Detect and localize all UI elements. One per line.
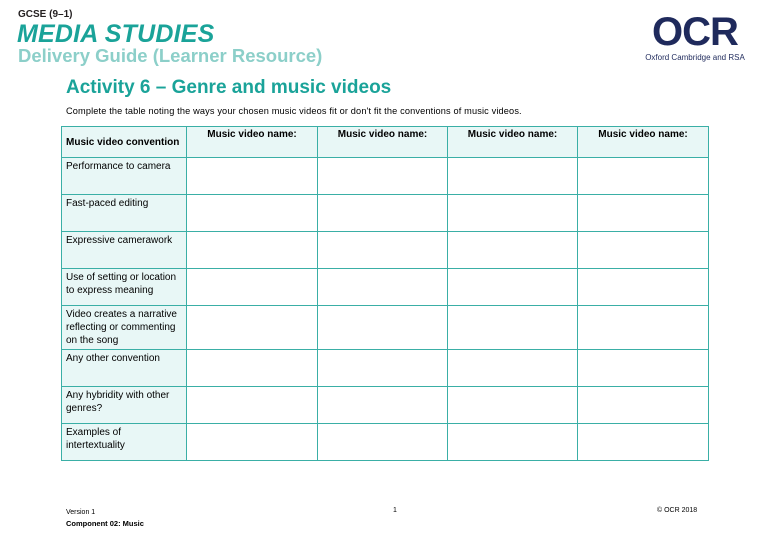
answer-cell[interactable] [318, 269, 448, 306]
activity-instructions: Complete the table noting the ways your chosen music videos fit or don't fit the conventions of music videos. [66, 106, 522, 116]
answer-cell[interactable] [578, 424, 709, 461]
answer-cell[interactable] [448, 424, 578, 461]
answer-cell[interactable] [318, 232, 448, 269]
table-row [62, 232, 709, 269]
answer-cell[interactable] [318, 158, 448, 195]
answer-cell[interactable] [578, 195, 709, 232]
answer-cell[interactable] [318, 195, 448, 232]
footer-left [66, 507, 144, 530]
header-convention: Music video convention [62, 127, 187, 158]
activity-title: Activity 6 – Genre and music videos [66, 77, 392, 98]
answer-cell[interactable] [318, 387, 448, 424]
answer-cell[interactable] [318, 350, 448, 387]
table-row [62, 424, 709, 461]
table-row [62, 158, 709, 195]
qualification-label: GCSE (9–1) [18, 9, 73, 20]
answer-cell[interactable] [448, 350, 578, 387]
table-row [62, 350, 709, 387]
answer-cell[interactable] [187, 195, 318, 232]
table-row [62, 269, 709, 306]
header-video-name-4: Music video name: [578, 127, 709, 158]
row-label: Examples of intertextuality [62, 424, 187, 461]
row-label: Fast-paced editing [62, 195, 187, 232]
answer-cell[interactable] [187, 306, 318, 350]
answer-cell[interactable] [318, 306, 448, 350]
resource-subtitle: Delivery Guide (Learner Resource) [18, 45, 323, 66]
answer-cell[interactable] [187, 232, 318, 269]
answer-cell[interactable] [187, 424, 318, 461]
row-label: Performance to camera [62, 158, 187, 195]
header-video-name-1: Music video name: [187, 127, 318, 158]
header-video-name-2: Music video name: [318, 127, 448, 158]
ocr-logo [637, 12, 753, 62]
convention-table [61, 126, 709, 461]
answer-cell[interactable] [578, 269, 709, 306]
version-label: Version 1 [66, 509, 96, 516]
row-label: Video creates a narrative reflecting or commenting on the song [62, 306, 187, 350]
answer-cell[interactable] [187, 350, 318, 387]
table-row [62, 387, 709, 424]
answer-cell[interactable] [448, 387, 578, 424]
row-label: Expressive camerawork [62, 232, 187, 269]
answer-cell[interactable] [448, 306, 578, 350]
answer-cell[interactable] [448, 269, 578, 306]
ocr-logo-mark: OCR [652, 10, 738, 54]
page-number: 1 [393, 507, 397, 514]
copyright: © OCR 2018 [657, 507, 698, 514]
answer-cell[interactable] [318, 424, 448, 461]
answer-cell[interactable] [187, 387, 318, 424]
answer-cell[interactable] [187, 269, 318, 306]
row-label: Any hybridity with other genres? [62, 387, 187, 424]
table-header-row [62, 127, 709, 158]
answer-cell[interactable] [448, 232, 578, 269]
ocr-logo-subtitle: Oxford Cambridge and RSA [645, 53, 745, 62]
header-video-name-3: Music video name: [448, 127, 578, 158]
answer-cell[interactable] [578, 306, 709, 350]
answer-cell[interactable] [578, 387, 709, 424]
answer-cell[interactable] [448, 195, 578, 232]
table-row [62, 195, 709, 232]
answer-cell[interactable] [448, 158, 578, 195]
answer-cell[interactable] [187, 158, 318, 195]
answer-cell[interactable] [578, 350, 709, 387]
component-label: Component 02: Music [66, 519, 144, 528]
table-row [62, 306, 709, 350]
subject-title: MEDIA STUDIES [17, 20, 215, 48]
answer-cell[interactable] [578, 232, 709, 269]
row-label: Any other convention [62, 350, 187, 387]
row-label: Use of setting or location to express meaning [62, 269, 187, 306]
answer-cell[interactable] [578, 158, 709, 195]
